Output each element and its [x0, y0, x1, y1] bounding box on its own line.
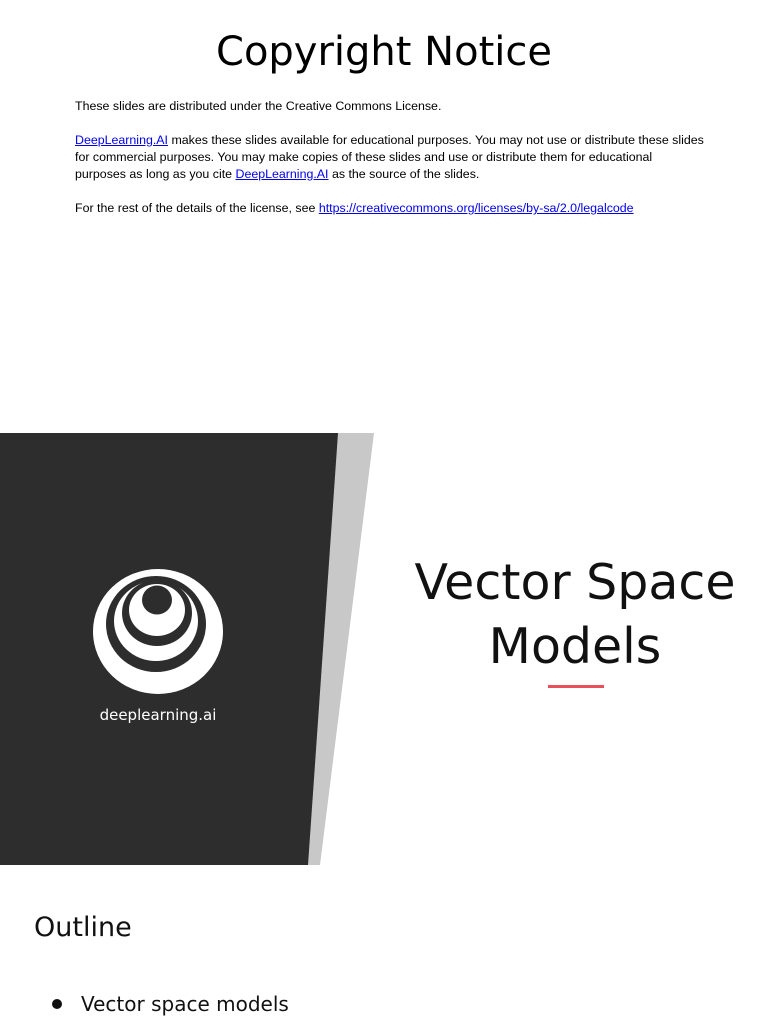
deeplearning-logo-icon	[93, 569, 223, 694]
deeplearning-link-2[interactable]: DeepLearning.AI	[235, 167, 329, 181]
outline-item	[52, 990, 289, 1018]
usage-paragraph	[75, 132, 705, 183]
slide-title-line1: Vector Space	[414, 554, 736, 611]
slide-title	[390, 551, 760, 679]
bullet-icon	[52, 999, 62, 1009]
license-statement	[75, 98, 705, 115]
usage-text-2: as the source of the slides.	[328, 167, 480, 181]
deeplearning-link-1[interactable]: DeepLearning.AI	[75, 133, 168, 147]
license-details-text: For the rest of the details of the license, see	[75, 201, 319, 215]
usage-text-1: makes these slides available for educational purposes. You may not use or distribute these slides for commercial purposes. You may make copies of these slides and use or distribute them for educational purposes as long as you cite	[75, 133, 704, 181]
outline-item-text: Vector space models	[81, 992, 289, 1016]
license-details-paragraph	[75, 200, 705, 217]
title-slide	[0, 433, 768, 865]
outline-slide	[0, 866, 768, 1024]
slide-title-line2: Models	[488, 618, 662, 675]
outline-title: Outline	[34, 912, 132, 943]
logo-wordmark: deeplearning.ai	[99, 706, 217, 724]
copyright-body	[75, 98, 705, 234]
copyright-slide	[0, 0, 768, 432]
title-underline	[548, 685, 604, 688]
outline-list	[52, 990, 289, 1018]
license-statement-text: These slides are distributed under the Creative Commons License.	[75, 99, 442, 113]
copyright-title: Copyright Notice	[216, 29, 552, 75]
license-url-link[interactable]: https://creativecommons.org/licenses/by-sa/2.0/legalcode	[318, 201, 634, 215]
